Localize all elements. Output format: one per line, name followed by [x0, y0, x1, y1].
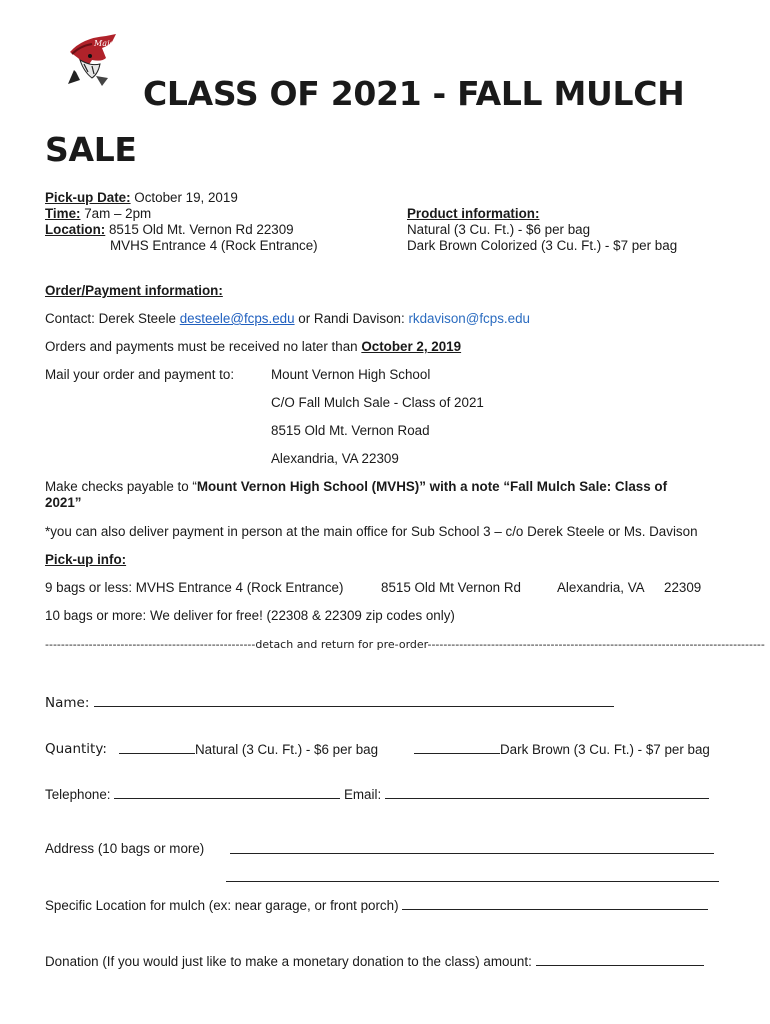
- detach-dashes-right: -------------------------------------------------------------------------------------: [427, 638, 765, 651]
- telephone-label: Telephone:: [45, 787, 115, 802]
- donation-label: Donation (If you would just like to make a monetary donation to the class) amount:: [45, 954, 536, 969]
- specific-location-field[interactable]: [402, 897, 708, 910]
- quantity-natural-label: Natural (3 Cu. Ft.) - $6 per bag: [195, 742, 379, 757]
- pickup-time-label: Time:: [45, 206, 81, 221]
- detach-line: [45, 638, 765, 651]
- pickup-date: [45, 190, 238, 205]
- address-label: Address (10 bags or more): [45, 841, 205, 856]
- email-link-steele[interactable]: desteele@fcps.edu: [179, 311, 295, 326]
- contact-line: [45, 311, 530, 326]
- deadline-date: October 2, 2019: [361, 339, 462, 354]
- mail-address-line4: Alexandria, VA 22309: [271, 451, 399, 466]
- deadline-prefix: Orders and payments must be received no later than: [45, 339, 362, 354]
- name-row: [45, 694, 614, 711]
- checks-payable-line1: [45, 479, 667, 494]
- pickup-info-heading: Pick-up info:: [45, 552, 127, 567]
- pickup-small-orders: 9 bags or less: MVHS Entrance 4 (Rock Entrance): [45, 580, 344, 595]
- address-field-line1-wrap: [230, 841, 714, 857]
- raider-mascot-icon: [62, 32, 120, 88]
- checks-payee: Mount Vernon High School (MVHS)” with a note “Fall Mulch Sale: Class of: [196, 479, 668, 494]
- pickup-small-zip: 22309: [664, 580, 702, 595]
- mail-address-line1: Mount Vernon High School: [271, 367, 431, 382]
- detach-dashes-left: -----------------------------------------------------: [45, 638, 256, 651]
- pickup-time: [45, 206, 151, 221]
- email-label: Email:: [340, 787, 385, 802]
- quantity-natural: [119, 741, 378, 757]
- mail-address-line2: C/O Fall Mulch Sale - Class of 2021: [271, 395, 484, 410]
- donation-field[interactable]: [536, 953, 704, 966]
- address-field-line2-wrap: [226, 869, 719, 885]
- telephone-field[interactable]: [114, 786, 340, 799]
- product-item-natural: Natural (3 Cu. Ft.) - $6 per bag: [407, 222, 591, 237]
- quantity-brown-label: Dark Brown (3 Cu. Ft.) - $7 per bag: [500, 742, 710, 757]
- mail-label: Mail your order and payment to:: [45, 367, 235, 382]
- quantity-row: [45, 741, 107, 757]
- pickup-time-value: 7am – 2pm: [80, 206, 152, 221]
- pickup-location-label: Location:: [45, 222, 106, 237]
- pickup-location-entrance: MVHS Entrance 4 (Rock Entrance): [110, 238, 318, 253]
- address-field-line2[interactable]: [226, 869, 719, 882]
- school-logo: [62, 32, 120, 88]
- pickup-location-value: 8515 Old Mt. Vernon Rd 22309: [105, 222, 294, 237]
- name-label: Name:: [45, 695, 94, 711]
- contact-row: [45, 786, 709, 802]
- quantity-brown-field[interactable]: [414, 741, 500, 754]
- contact-prefix: Contact: Derek Steele: [45, 311, 180, 326]
- detach-text: detach and return for pre-order: [255, 638, 428, 651]
- product-info-heading: Product information:: [407, 206, 540, 221]
- deadline-line: [45, 339, 461, 354]
- checks-payable-line2: 2021”: [45, 495, 82, 510]
- pickup-date-value: October 19, 2019: [130, 190, 238, 205]
- page-title-line2: SALE: [45, 130, 137, 169]
- pickup-small-street: 8515 Old Mt Vernon Rd: [381, 580, 521, 595]
- specific-location-row: [45, 897, 708, 913]
- pickup-large-orders: 10 bags or more: We deliver for free! (22308 & 22309 zip codes only): [45, 608, 455, 623]
- in-person-note: *you can also deliver payment in person at the main office for Sub School 3 – c/o Derek Steele or Ms. Davison: [45, 524, 698, 539]
- donation-row: [45, 953, 704, 969]
- page-title-line1: CLASS OF 2021 - FALL MULCH: [143, 74, 685, 113]
- name-field[interactable]: [94, 694, 614, 707]
- email-field[interactable]: [385, 786, 709, 799]
- product-item-brown: Dark Brown Colorized (3 Cu. Ft.) - $7 per bag: [407, 238, 678, 253]
- address-field-line1[interactable]: [230, 841, 714, 854]
- mail-address-line3: 8515 Old Mt. Vernon Road: [271, 423, 430, 438]
- quantity-natural-field[interactable]: [119, 741, 195, 754]
- quantity-label: Quantity:: [45, 741, 107, 757]
- checks-prefix: Make checks payable to “: [45, 479, 197, 494]
- pickup-date-label: Pick-up Date:: [45, 190, 131, 205]
- quantity-brown: [414, 741, 710, 757]
- pickup-location: [45, 222, 294, 237]
- svg-text:Major: Major: [94, 39, 119, 48]
- email-link-davison[interactable]: rkdavison@fcps.edu: [408, 311, 530, 326]
- contact-mid: or Randi Davison:: [294, 311, 409, 326]
- pickup-small-city: Alexandria, VA: [557, 580, 645, 595]
- order-payment-heading: Order/Payment information:: [45, 283, 223, 298]
- specific-location-label: Specific Location for mulch (ex: near garage, or front porch): [45, 898, 403, 913]
